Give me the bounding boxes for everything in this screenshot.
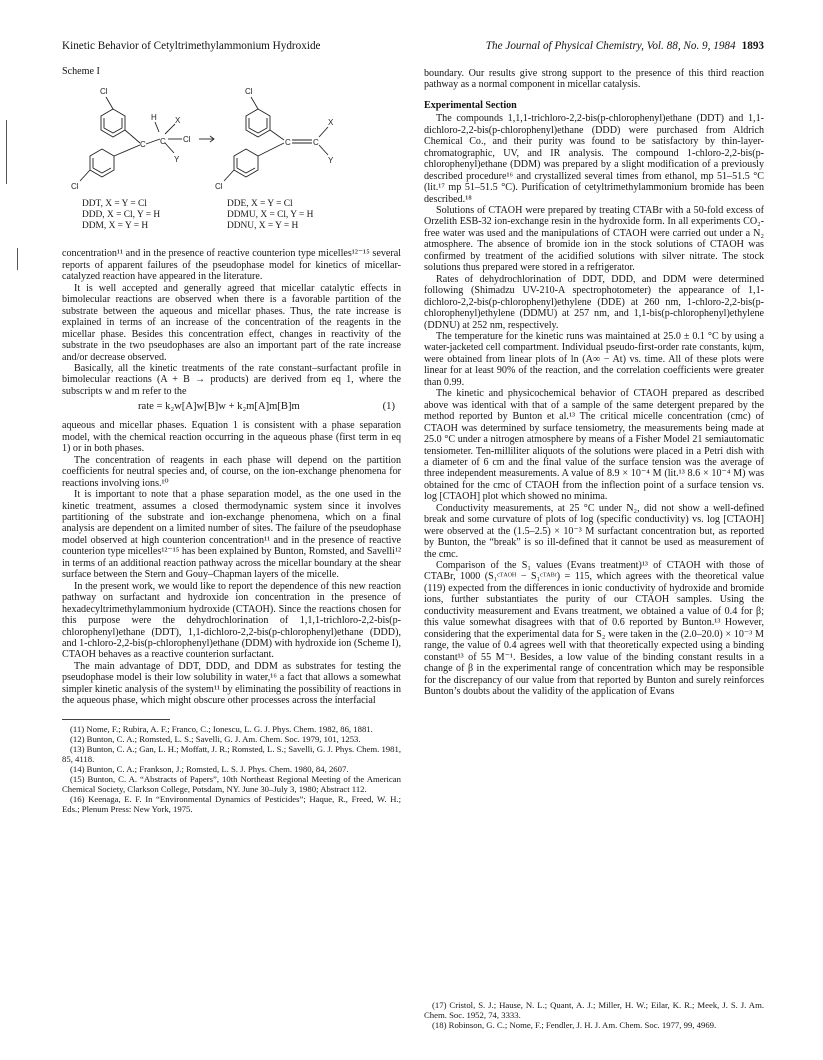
reference-11: (11) Nome, F.; Rubira, A. F.; Franco, C.; Ionescu, L. G. J. Phys. Chem. 1982, 86, 1881.	[70, 723, 373, 734]
right-captions	[227, 199, 313, 231]
margin-mark-mid	[17, 248, 18, 270]
left-lower-cl: Cl	[71, 182, 79, 192]
left-y-bond	[165, 143, 174, 153]
paragraph: Conductivity measurements, at 25 °C under N₂, did not show a well-defined break and some curvature of plots of log (specific conductivity) vs. log [CTAOH] were observed at the (1.5–2.5) × 10⁻³ M surfactant concentration but, as reported by Bunton, the “break” is so ill-defined that it cannot be used as measurement of the cmc.	[424, 502, 764, 560]
left-c2: C	[160, 137, 166, 147]
reference-13: (13) Bunton, C. A.; Gan, L. H.; Moffatt, J. R.; Romsted, L. S.; Savelli, G. J. Phys. Chem. 1981, 85, 4118.	[62, 743, 401, 764]
right-upper-ring-inner	[249, 118, 267, 133]
paragraph: In the present work, we would like to report the dependence of this new reaction pathway on surfactant and hydroxide ion concentration in the presence of hexadecyltrimethylammonium hydroxide (CTAOH). Since the reactions chosen for this purpose were the dehydrochlorination of 1,1,1-trichloro-2,2-bis(p-chlorophenyl)ethane (DDT), 1,1-dichloro-2,2-bis(p-chlorophenyl)ethane (DDD), and 1-chloro-2,2-bis(p-chlorophenyl)ethane (DDM) with hydroxide ion (Scheme I), CTAOH behaves as a reactive counterion surfactant.	[62, 580, 401, 661]
right-y: Y	[328, 156, 334, 166]
paragraph: It is important to note that a phase separation model, as the one used in the kinetic treatment, assumes a closed thermodynamic system since it involves partitioning of the substrate and ion-exchange phenomena, which on a final analysis are dependent on a limited number of sites. The failure of the pseudophase model observed at high counterion concentration¹¹ and in the presence of reactive counterion type micelles¹²⁻¹⁵ has been explained by Bunton, Romsted, and Savelli¹² in terms of an additional reaction pathway across the micellar boundary at the shear surface between the Stern and Gouy–Chapman layers of the micelle.	[62, 489, 401, 581]
caption-ddnu: DDNU, X = Y = H	[227, 220, 299, 231]
paragraph: concentration¹¹ and in the presence of reactive counterion type micelles¹²⁻¹⁵ several reports of apparent failures of the pseudophase model for kinetics of micellar-catalyzed reaction have appeared in the literature.	[62, 248, 401, 283]
right-upper-to-c	[270, 130, 284, 140]
left-upper-ring-inner	[104, 118, 122, 133]
caption-dde: DDE, X = Y = Cl	[227, 199, 293, 210]
paragraph: The kinetic and physicochemical behavior of CTAOH prepared as described above was identical with that of a sample of the same detergent prepared by the method reported by Bunton et al.¹³ The critical micelle concentration (cmc) of CTAOH was determined by surface tensiometry, the measurements being made at 25.0 °C under a nitrogen atmosphere by means of a Fisher Model 21 semiautomatic tensiometer. Ten-milliliter aliquots of the solutions were placed in a Petri dish with a diameter of 6 cm and the final value of the surface tension was the average of three independent measurements. A value of 8.9 × 10⁻⁴ M (lit.¹³ 8.6 × 10⁻⁴ M) was obtained for the cmc of CTAOH from the inflection point of a surface tension vs. log [CTAOH] plot which showed no minima.	[424, 388, 764, 503]
right-lower-cl: Cl	[215, 182, 223, 192]
left-lower-ring-inner	[93, 158, 111, 173]
scheme-title: Scheme I	[62, 66, 100, 77]
left-column	[62, 66, 401, 814]
equation-expression: rate = k₂w[A]w[B]w + k₂m[A]m[B]m	[138, 401, 300, 413]
equation-number: (1)	[382, 401, 395, 413]
left-lower-cl-bond	[80, 170, 90, 181]
right-lower-to-c	[258, 143, 284, 156]
right-column	[424, 68, 764, 697]
left-c-c-bond	[146, 139, 160, 144]
right-c1: C	[285, 138, 291, 148]
paragraph: The temperature for the kinetic runs was maintained at 25.0 ± 0.1 °C by using a water-jacketed cell compartment. Individual pseudo-first-order rate constants, kψm, were obtained from linear plots of ln (A∞ − At) vs. time. All of these plots were linear for at least 90% of the reaction, and the correlation coefficients were greater than 0.99.	[424, 330, 764, 388]
footnotes-left	[62, 724, 401, 814]
paragraph: Basically, all the kinetic treatments of the rate constant–surfactant profile in bimolecular reactions (A + B → products) are derived from eq 1, where the subscripts w and m refer to the	[62, 362, 401, 397]
paragraph: Solutions of CTAOH were prepared by treating CTABr with a 50-fold excess of Orzelith ESB-32 ion-exchange resin in the hydroxide form. In all experiments CO₂-free water was used and the manipulations of CTAOH were carried out under a N₂ atmosphere. The absence of bromide ion in the stock solutions of CTAOH was confirmed by treatment of the acidified solutions with silver nitrate. The stock solutions thus prepared were stored in a refrigerator.	[424, 204, 764, 274]
paragraph: The main advantage of DDT, DDD, and DDM as substrates for testing the pseudophase model is their low solubility in water,¹⁶ a fact that allows a somewhat simpler kinetic analysis of the system¹¹ by eliminating the possibility of reactions in the aqueous phase, which might obscure other processes across the interfacial	[62, 660, 401, 707]
left-y: Y	[174, 155, 180, 165]
left-h: H	[151, 113, 157, 123]
paragraph: The concentration of reagents in each phase will depend on the partition coefficients for neutral species and, of course, on the ion-exchange phenomena for reactions involving ions.¹⁰	[62, 454, 401, 489]
scheme-figure	[62, 77, 401, 248]
footnote-rule	[62, 719, 170, 720]
running-title: Kinetic Behavior of Cetyltrimethylammonium Hydroxide	[62, 40, 321, 52]
right-x: X	[328, 118, 334, 128]
reference-14: (14) Bunton, C. A.; Frankson, J.; Romsted, L. S. J. Phys. Chem. 1980, 84, 2607.	[70, 763, 349, 774]
margin-mark-top	[6, 120, 7, 184]
left-c1: C	[140, 140, 146, 150]
reference-17: (17) Cristol, S. J.; Hause, N. L.; Quant, A. J.; Miller, H. W.; Eilar, K. R.; Meek, J. S. J. Am. Chem. Soc. 1952, 74, 3333.	[424, 1000, 764, 1020]
right-y-bond	[319, 145, 328, 155]
paragraph: It is well accepted and generally agreed that micellar catalytic effects in bimolecular reactions are observed when there is a favorable partition of the substrate between the aqueous and micellar phases. Thus, the rate increase is explained in terms of an increase of the concentration of the reagents in the micellar phase. Besides this concentration effect, changes in reactivity of the substrate in the two pseudophases are also an important part of the rate increase and/or decrease observed.	[62, 282, 401, 363]
paragraph: The compounds 1,1,1-trichloro-2,2-bis(p-chlorophenyl)ethane (DDT) and 1,1-dichloro-2,2-bis(p-chlorophenyl)ethane (DDD) were purchased from Aldrich Chemical Co., and their purity was found to be satisfactory by thin-layer-chromatographic, UV, and IR analysis. The compound 1-chloro-2,2-bis(p-chlorophenyl)ethane (DDM) was prepared by a slight modification of a previously described procedure¹⁶ and crystallized several times from ethanol, mp 51–51.5 °C (lit.¹⁷ mp 51–51.5 °C). Purification of cetyltrimethylammonium bromide has been described.¹⁸	[424, 113, 764, 205]
caption-ddd: DDD, X = Cl, Y = H	[82, 210, 161, 221]
journal-name: The Journal of Physical Chemistry, Vol. 88, No. 9, 1984	[485, 40, 736, 52]
caption-ddmu: DDMU, X = Cl, Y = H	[227, 210, 314, 221]
reference-18: (18) Robinson, G. C.; Nome, F.; Fendler, J. H. J. Am. Chem. Soc. 1977, 99, 4969.	[432, 1020, 717, 1030]
left-upper-cl-bond	[106, 97, 113, 109]
left-x-bond	[165, 124, 175, 134]
journal-citation	[486, 40, 764, 52]
right-upper-cl: Cl	[245, 87, 253, 97]
left-lower-to-c	[114, 145, 140, 156]
page-number: 1893	[741, 40, 764, 52]
paragraph: Comparison of the S₁ values (Evans treatment)¹³ of CTAOH with those of CTABr, 1000 (S₁ᶜᵀᴬᴼᴴ − S₁ᶜᵀᴬᴮʳ) = 115, which agrees with the theoretical value (119) expected from the differences in ionic conductivity of hydroxide and bromide ions, further substantiates the purity of our CTAOH samples. Using the conductivity measurement and Evans treatment, we obtained a value of 0.4 for β; this value somewhat disagrees with that of 0.6 reported by Bunton.¹³ However, considering that the experimental data for S₂ were taken in the (2.0–20.0) × 10⁻³ M range, the value of 0.4 agrees well with that theoretically expected using a binding constant¹³ of 55 M⁻¹. Besides, a low value of the binding constant results in a change of β in the experimental range of concentration which may be responsible for the discrepancy of our value from that reported by Bunton and surely reinforces Bunton’s doubts about the validity of the application of Evans	[424, 560, 764, 698]
left-x: X	[175, 116, 181, 126]
paragraph: Rates of dehydrochlorination of DDT, DDD, and DDM were determined following (Shimadzu UV-210-A spectrophotometer) the appearance of 1,1-dichloro-2,2-bis(p-chlorophenyl)ethylene (DDE) at 260 nm, 1-chloro-2,2-bis(p-chlorophenyl)ethylene (DDMU) at 257 nm, and 1,1-bis(p-chlorophenyl)ethylene (DDNU) at 252 nm, respectively.	[424, 273, 764, 331]
left-upper-cl: Cl	[100, 87, 108, 97]
footnotes-right	[424, 1000, 764, 1030]
section-heading: Experimental Section	[424, 99, 517, 111]
left-captions	[82, 199, 160, 231]
page-header	[62, 40, 764, 56]
left-cl: Cl	[183, 135, 191, 145]
right-x-bond	[319, 127, 328, 137]
reference-16: (16) Keenaga, E. F. In “Environmental Dynamics of Pesticides”; Haque, R., Freed, W. H.; Eds.; Plenum Press: New York, 1975.	[62, 793, 401, 814]
left-h-bond	[155, 122, 159, 132]
right-c2: C	[313, 138, 319, 148]
right-upper-cl-bond	[251, 97, 258, 109]
equation-1	[62, 400, 401, 416]
caption-ddt: DDT, X = Y = Cl	[82, 199, 147, 210]
reference-12: (12) Bunton, C. A.; Romsted, L. S.; Savelli, G. J. Am. Chem. Soc. 1979, 101, 1253.	[70, 733, 361, 744]
caption-ddm: DDM, X = Y = H	[82, 220, 149, 231]
reference-15: (15) Bunton, C. A. “Abstracts of Papers”, 10th Northeast Regional Meeting of the American Chemical Society, Clarkson College, Potsdam, NY. June 30–July 3, 1980; Abstract 112.	[62, 773, 401, 794]
right-lower-cl-bond	[224, 170, 234, 181]
paragraph: aqueous and micellar phases. Equation 1 is consistent with a phase separation model, with the chemical reaction occurring in the aqueous phase (first term in eq 1) or in both phases.	[62, 420, 401, 455]
paragraph: boundary. Our results give strong support to the presence of this third reaction pathway as a normal component in micellar catalysis.	[424, 68, 764, 91]
left-upper-to-c	[125, 130, 140, 143]
right-lower-ring-inner	[237, 158, 255, 173]
